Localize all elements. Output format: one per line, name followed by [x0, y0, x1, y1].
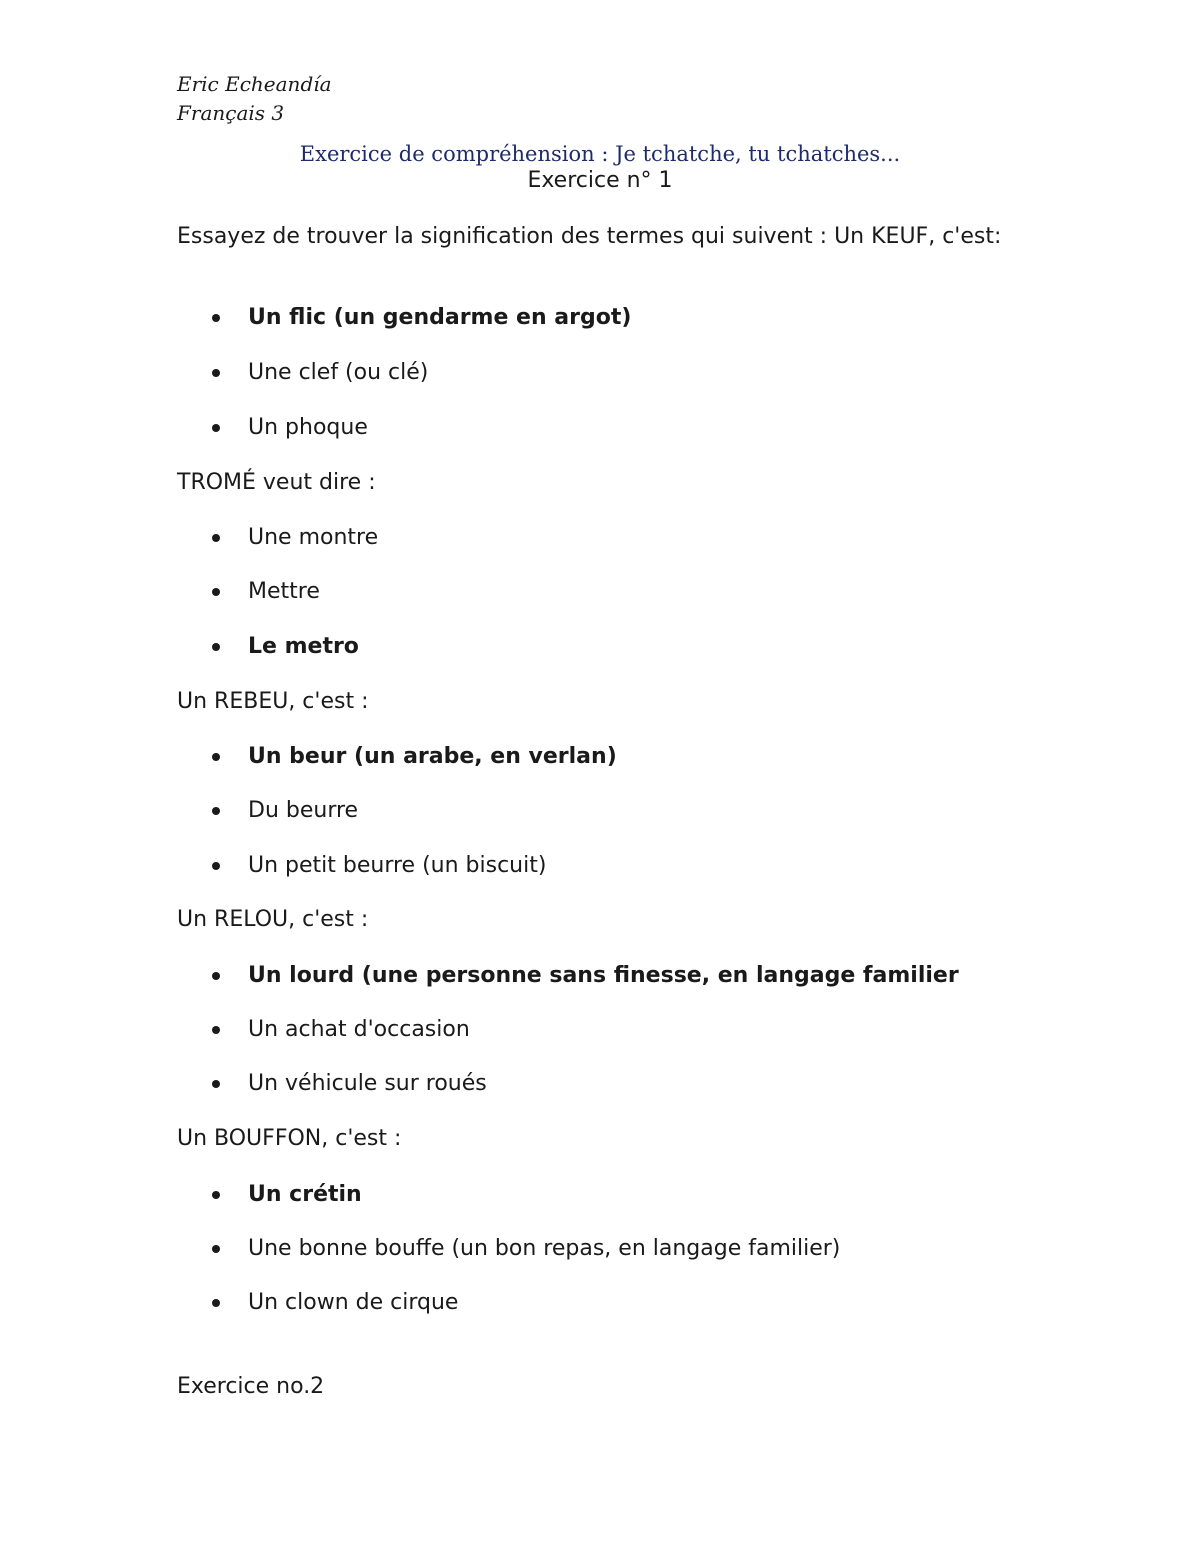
bullet-icon — [212, 1245, 220, 1253]
bullet-icon — [212, 1080, 220, 1088]
answer-option — [177, 1234, 1037, 1264]
course-name: Français 3 — [177, 101, 285, 125]
question-prompt: Un BOUFFON, c'est : — [177, 1126, 402, 1151]
bullet-icon — [212, 807, 220, 815]
bullet-icon — [212, 314, 220, 322]
bullet-icon — [212, 534, 220, 542]
bullet-icon — [212, 972, 220, 980]
question-prompt: Essayez de trouver la signification des termes qui suivent : Un KEUF, c'est: — [177, 224, 1002, 249]
author-name: Eric Echeandía — [177, 72, 332, 96]
answer-option — [177, 796, 1037, 826]
bullet-icon — [212, 753, 220, 761]
answer-text: Une bonne bouffe (un bon repas, en langage familier) — [248, 1236, 841, 1261]
answer-text-correct: Un beur (un arabe, en verlan) — [248, 744, 617, 769]
bullet-icon — [212, 588, 220, 596]
answer-option — [177, 523, 1037, 553]
bullet-icon — [212, 1299, 220, 1307]
bullet-icon — [212, 369, 220, 377]
bullet-icon — [212, 1191, 220, 1199]
question-prompt: TROMÉ veut dire : — [177, 470, 376, 495]
exercise-2-heading: Exercice no.2 — [177, 1374, 325, 1399]
answer-option — [177, 577, 1037, 607]
answer-option — [177, 851, 1037, 881]
answer-option — [177, 632, 1037, 662]
answer-text: Du beurre — [248, 798, 359, 823]
answer-option — [177, 742, 1037, 772]
answer-text: Mettre — [248, 579, 320, 604]
answer-text: Une clef (ou clé) — [248, 360, 429, 385]
document-title: Exercice de compréhension : Je tchatche, tu tchatches... — [299, 142, 901, 166]
answer-text: Un clown de cirque — [248, 1290, 459, 1315]
answer-option — [177, 1180, 1037, 1210]
answer-text: Un véhicule sur roués — [248, 1071, 487, 1096]
question-prompt: Un RELOU, c'est : — [177, 907, 369, 932]
bullet-icon — [212, 1026, 220, 1034]
bullet-icon — [212, 643, 220, 651]
question-prompt: Un REBEU, c'est : — [177, 689, 369, 714]
answer-text-correct: Un lourd (une personne sans finesse, en langage familier — [248, 963, 959, 988]
answer-text-correct: Un flic (un gendarme en argot) — [248, 305, 632, 330]
answer-option — [177, 1015, 1037, 1045]
answer-text: Un phoque — [248, 415, 368, 440]
answer-text: Un achat d'occasion — [248, 1017, 470, 1042]
bullet-icon — [212, 424, 220, 432]
answer-option — [177, 413, 1037, 443]
answer-option — [177, 1069, 1037, 1099]
answer-option — [177, 303, 1037, 333]
bullet-icon — [212, 862, 220, 870]
answer-option — [177, 358, 1037, 388]
answer-text-correct: Le metro — [248, 634, 359, 659]
answer-text-correct: Un crétin — [248, 1182, 362, 1207]
answer-option — [177, 961, 1037, 991]
answer-text: Un petit beurre (un biscuit) — [248, 853, 547, 878]
answer-text: Une montre — [248, 525, 379, 550]
exercise-number: Exercice n° 1 — [527, 168, 673, 193]
answer-option — [177, 1288, 1037, 1318]
